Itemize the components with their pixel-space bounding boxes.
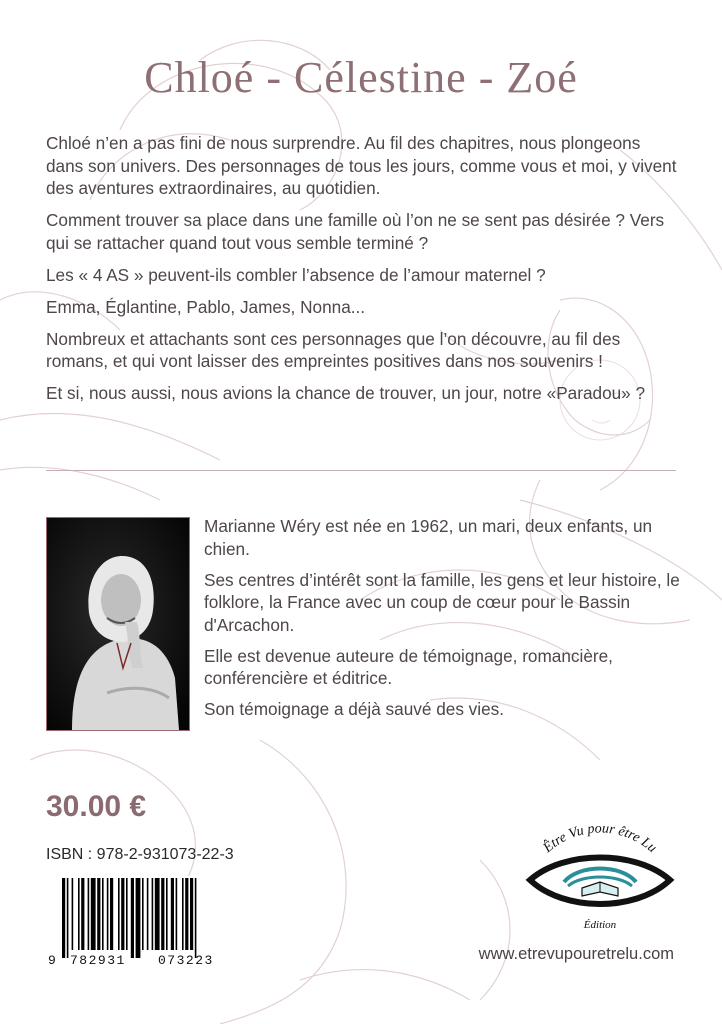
publisher-website: www.etrevupouretrelu.com <box>478 945 674 963</box>
bio-paragraph: Ses centres d’intérêt sont la famille, les gens et leur histoire, le folklore, la France avec un coup de cœur pour le Bassin d'Arcachon. <box>204 569 680 635</box>
bio-paragraph: Elle est devenue auteure de témoignage, romancière, conférencière et éditrice. <box>204 645 613 688</box>
back-cover-blurb <box>46 132 678 414</box>
logo-top-text: Être Vu pour être Lu <box>540 821 660 856</box>
barcode-first-digit: 9 <box>48 953 56 968</box>
publisher-logo <box>524 812 676 942</box>
blurb-paragraph: Comment trouver sa place dans une famille où l’on ne se sent pas désirée ? Vers qui se rattacher quand tout vous semble terminé ? <box>46 210 665 253</box>
barcode-group-2: 073223 <box>158 953 214 968</box>
logo-bottom-text: Édition <box>583 919 617 931</box>
book-title: Chloé - Célestine - Zoé <box>144 53 578 102</box>
bio-paragraph: Son témoignage a déjà sauvé des vies. <box>204 699 505 719</box>
author-photo <box>46 517 190 731</box>
barcode-group-1: 782931 <box>70 953 126 968</box>
isbn-label: ISBN : 978-2-931073-22-3 <box>46 846 234 863</box>
blurb-paragraph: Emma, Églantine, Pablo, James, Nonna... <box>46 296 366 317</box>
blurb-paragraph: Et si, nous aussi, nous avions la chance de trouver, un jour, notre «Paradou» ? <box>46 383 646 403</box>
bio-paragraph: Marianne Wéry est née en 1962, un mari, deux enfants, un chien. <box>204 516 653 559</box>
blurb-paragraph: Nombreux et attachants sont ces personnages que l’on découvre, au fil des romans, et qui vont laisser des empreintes positives dans nos souvenirs ! <box>46 328 621 371</box>
section-divider <box>46 470 676 471</box>
blurb-paragraph: Les « 4 AS » peuvent-ils combler l’absence de l’amour maternel ? <box>46 264 546 285</box>
svg-text:Être Vu pour être Lu <box>539 821 660 856</box>
blurb-paragraph: Chloé n’en a pas fini de nous surprendre. Au fil des chapitres, nous plongeons dans son univers. Des personnages de tous les jours, comme vous et moi, y vivent des aventures extraordinaires, au quotidien. <box>46 133 677 198</box>
author-bio <box>204 515 680 729</box>
price-label: 30.00 € <box>46 790 147 823</box>
